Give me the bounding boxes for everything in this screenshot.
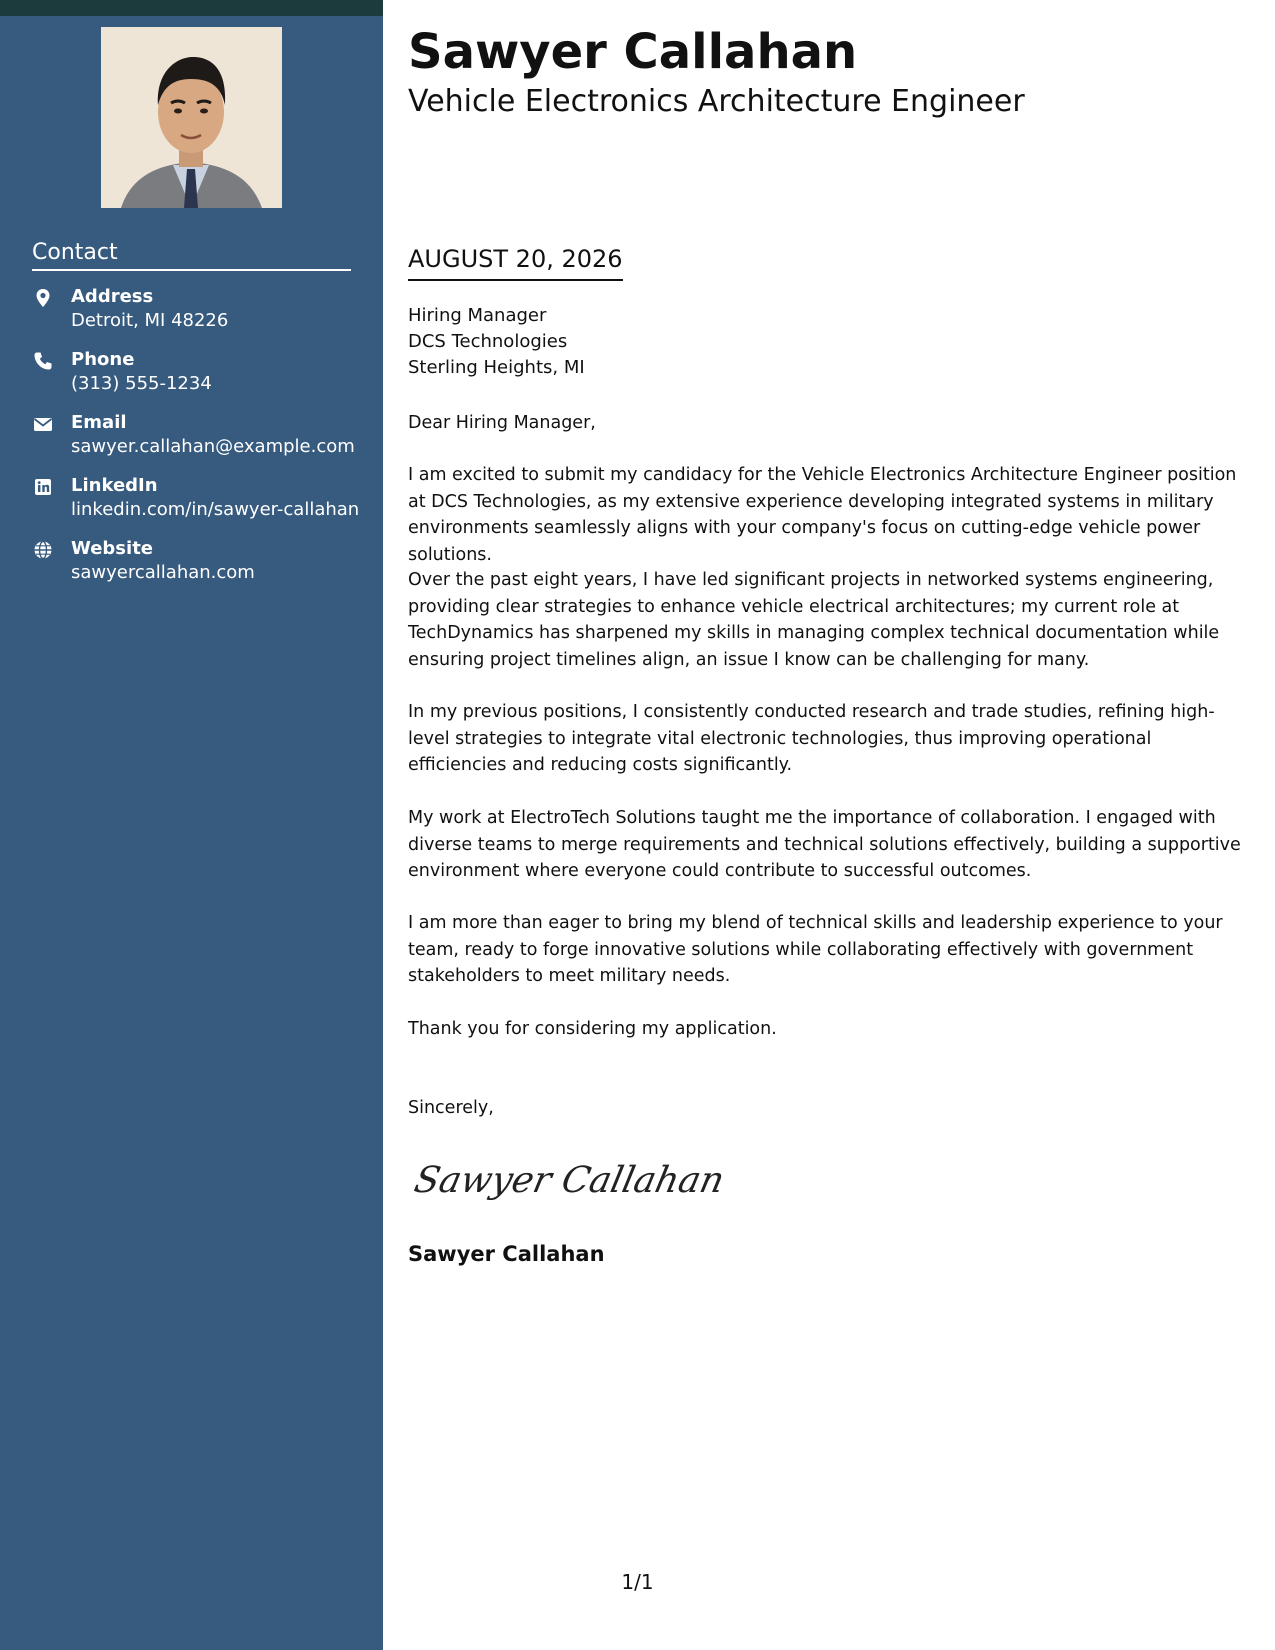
contact-item-website xyxy=(32,537,377,600)
letter-paragraph: My work at ElectroTech Solutions taught me the importance of collaboration. I engaged with diverse teams to merge requirements and technical solutions effectively, building a supportive environment where everyone could contribute to successful outcomes. xyxy=(408,808,1241,881)
avatar-photo xyxy=(101,27,282,208)
job-title: Vehicle Electronics Architecture Engineer xyxy=(408,84,1025,119)
contact-label: Phone xyxy=(71,349,135,370)
recipient-line: Sterling Heights, MI xyxy=(408,357,585,378)
letter-paragraph: I am more than eager to bring my blend of technical skills and leadership experience to your team, ready to forge innovative solutions while collaborating effectively with government stakeholders to meet military needs. xyxy=(408,913,1223,986)
envelope-icon xyxy=(32,413,54,435)
globe-icon xyxy=(32,539,54,561)
letter-paragraph: In my previous positions, I consistently conducted research and trade studies, refining high-level strategies to integrate vital electronic technologies, thus improving operational efficiencies and reducing costs significantly. xyxy=(408,702,1215,775)
sidebar-top-bar xyxy=(0,0,383,16)
recipient-block xyxy=(408,303,585,381)
map-pin-icon xyxy=(32,287,54,309)
address-value: Detroit, MI 48226 xyxy=(71,310,229,331)
contact-item-address xyxy=(32,285,377,348)
linkedin-value[interactable]: linkedin.com/in/sawyer-callahan xyxy=(71,499,360,520)
letter-date: AUGUST 20, 2026 xyxy=(408,243,623,281)
contact-item-phone xyxy=(32,348,377,411)
recipient-line: Hiring Manager xyxy=(408,305,547,326)
contact-item-linkedin xyxy=(32,474,377,537)
recipient-line: DCS Technologies xyxy=(408,331,568,352)
contact-heading: Contact xyxy=(32,240,351,271)
contact-label: Address xyxy=(71,286,154,307)
contact-item-email xyxy=(32,411,377,474)
contact-label: Email xyxy=(71,412,127,433)
handwritten-signature xyxy=(410,1148,729,1208)
applicant-name: Sawyer Callahan xyxy=(408,24,858,80)
avatar xyxy=(101,27,282,208)
linkedin-icon xyxy=(32,476,54,498)
letter-paragraph: I am excited to submit my candidacy for the Vehicle Electronics Architecture Engineer position at DCS Technologies, as my extensive experience developing integrated systems in military environments seamlessly aligns with your company's focus on cutting-edge vehicle power solutions. xyxy=(408,465,1237,565)
contact-label: Website xyxy=(71,538,154,559)
signature-text: Sawyer Callahan xyxy=(410,1158,729,1201)
letter-paragraph: Over the past eight years, I have led significant projects in networked systems engineering, providing clear strategies to enhance vehicle electrical architectures; my current role at TechDynamics has sharpened my skills in managing complex technical documentation while ensuring project timelines align, an issue I know can be challenging for many. xyxy=(408,570,1220,670)
signer-name: Sawyer Callahan xyxy=(408,1242,605,1266)
sidebar xyxy=(0,0,383,1650)
contact-list xyxy=(32,285,377,600)
contact-label: LinkedIn xyxy=(71,475,158,496)
letter-paragraph: Thank you for considering my application. xyxy=(408,1019,777,1039)
phone-icon xyxy=(32,350,54,372)
phone-value: (313) 555-1234 xyxy=(71,373,212,394)
closing: Sincerely, xyxy=(408,1098,494,1118)
email-value[interactable]: sawyer.callahan@example.com xyxy=(71,436,355,457)
page-number: 1/1 xyxy=(621,1570,654,1594)
website-value[interactable]: sawyercallahan.com xyxy=(71,562,255,583)
salutation: Dear Hiring Manager, xyxy=(408,413,596,433)
